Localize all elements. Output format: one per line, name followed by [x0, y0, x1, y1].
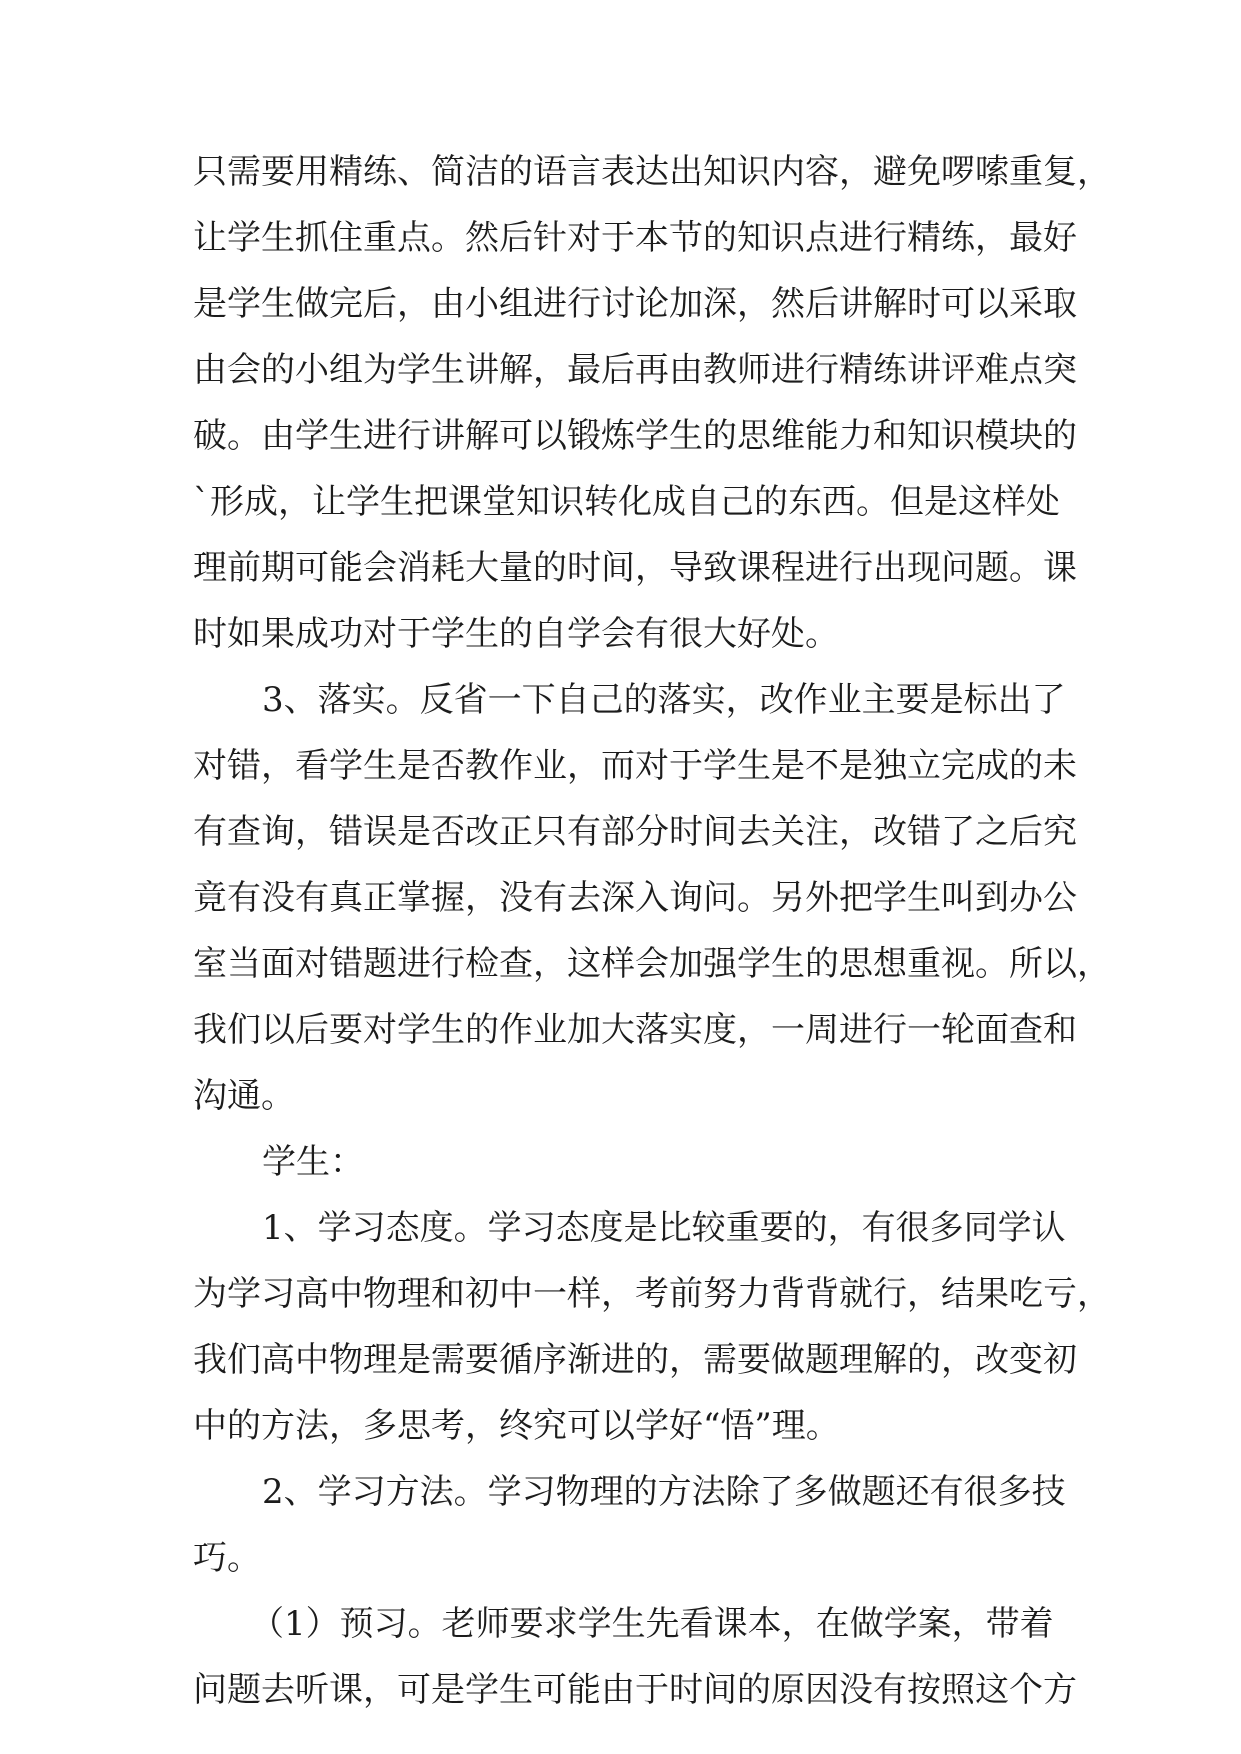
text-line: 为学习高中物理和初中一样，考前努力背背就行，结果吃亏，	[193, 1274, 1111, 1314]
text-line: 让学生抓住重点。然后针对于本节的知识点进行精练，最好	[193, 218, 1077, 258]
section-heading: 学生：	[262, 1142, 364, 1182]
text-line: 理前期可能会消耗大量的时间，导致课程进行出现问题。课	[193, 548, 1077, 588]
text-line: 时如果成功对于学生的自学会有很大好处。	[193, 614, 839, 654]
text-line: `形成，让学生把课堂知识转化成自己的东西。但是这样处	[193, 482, 1060, 522]
text-line: 有查询，错误是否改正只有部分时间去关注，改错了之后究	[193, 812, 1077, 852]
text-line: 巧。	[193, 1538, 261, 1578]
text-line: 问题去听课，可是学生可能由于时间的原因没有按照这个方	[193, 1670, 1077, 1710]
text-line: 我们以后要对学生的作业加大落实度，一周进行一轮面查和	[193, 1010, 1077, 1050]
text-line: 2、学习方法。学习物理的方法除了多做题还有很多技	[262, 1472, 1066, 1512]
text-line: 室当面对错题进行检查，这样会加强学生的思想重视。所以，	[193, 944, 1111, 984]
text-line: 1、学习态度。学习态度是比较重要的，有很多同学认	[262, 1208, 1066, 1248]
text-line: 中的方法，多思考，终究可以学好“悟”理。	[193, 1406, 840, 1446]
text-line: 我们高中物理是需要循序渐进的，需要做题理解的，改变初	[193, 1340, 1077, 1380]
text-line: 是学生做完后，由小组进行讨论加深，然后讲解时可以采取	[193, 284, 1077, 324]
text-line: 对错，看学生是否教作业，而对于学生是不是独立完成的未	[193, 746, 1077, 786]
text-line: 由会的小组为学生讲解，最后再由教师进行精练讲评难点突	[193, 350, 1077, 390]
text-line: 沟通。	[193, 1076, 295, 1116]
text-line: 竟有没有真正掌握，没有去深入询问。另外把学生叫到办公	[193, 878, 1077, 918]
text-line: 破。由学生进行讲解可以锻炼学生的思维能力和知识模块的	[193, 416, 1077, 456]
text-line: 只需要用精练、简洁的语言表达出知识内容，避免啰嗦重复，	[193, 152, 1111, 192]
text-line: 3、落实。反省一下自己的落实，改作业主要是标出了	[262, 680, 1066, 720]
text-line: （1）预习。老师要求学生先看课本，在做学案，带着	[250, 1604, 1054, 1644]
